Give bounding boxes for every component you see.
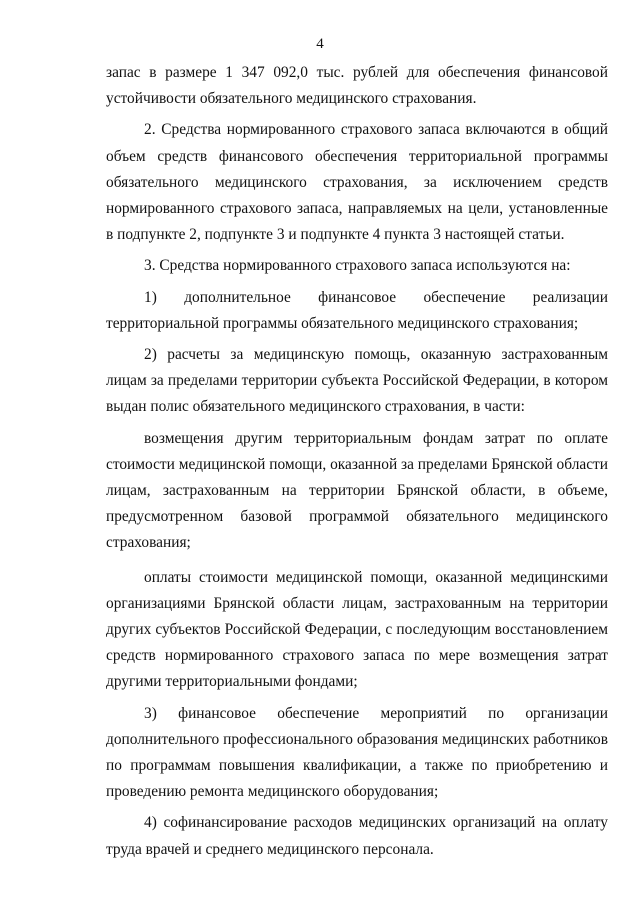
paragraph-subitem-4: 4) софинансирование расходов медицинских организаций на оплату труда врачей и среднего медицинского персонала.	[106, 814, 608, 858]
paragraph-item-2: 2. Средства нормированного страхового запаса включаются в общий объем средств финансового обеспечения территориальной программы обязательного медицинского страхования, за исключением средств нормированного страхового запаса, направляемых на цели, установленные в подпункте 2, подпункте 3 и подпункте 4 пункта 3 настоящей статьи.	[106, 121, 608, 244]
paragraph-subitem-3: 3) финансовое обеспечение мероприятий по организации дополнительного профессионального образования медицинских работников по программам повышения квалификации, а также по приобретению и проведению ремонта медицинского оборудования;	[106, 704, 608, 801]
paragraph-subitem-2: 2) расчеты за медицинскую помощь, оказанную застрахованным лицам за пределами территории субъекта Российской Федерации, в котором выдан полис обязательного медицинского страхования, в части:	[106, 346, 608, 416]
paragraph-reserve-amount: запас в размере 1 347 092,0 тыс. рублей для обеспечения финансовой устойчивости обязательного медицинского страхования.	[106, 64, 608, 108]
paragraph-reimbursement: возмещения другим территориальным фондам затрат по оплате стоимости медицинской помощи, оказанной за пределами Брянской области лицам, застрахованным на территории Брянской области, в объеме, предусмотренном базовой программой обязательного медицинского страхования;	[106, 429, 608, 552]
page-number: 4	[316, 36, 324, 52]
paragraph-payment: оплаты стоимости медицинской помощи, оказанной медицинскими организациями Брянской области лицам, застрахованным на территории других субъектов Российской Федерации, с последующим восстановлением средств нормированного страхового запаса по мере возмещения затрат другими территориальными фондами;	[106, 568, 608, 691]
document-body	[106, 60, 608, 863]
paragraph-subitem-1: 1) дополнительное финансовое обеспечение реализации территориальной программы обязательного медицинского страхования;	[106, 288, 608, 332]
paragraph-item-3: 3. Средства нормированного страхового запаса используются на:	[144, 257, 571, 275]
